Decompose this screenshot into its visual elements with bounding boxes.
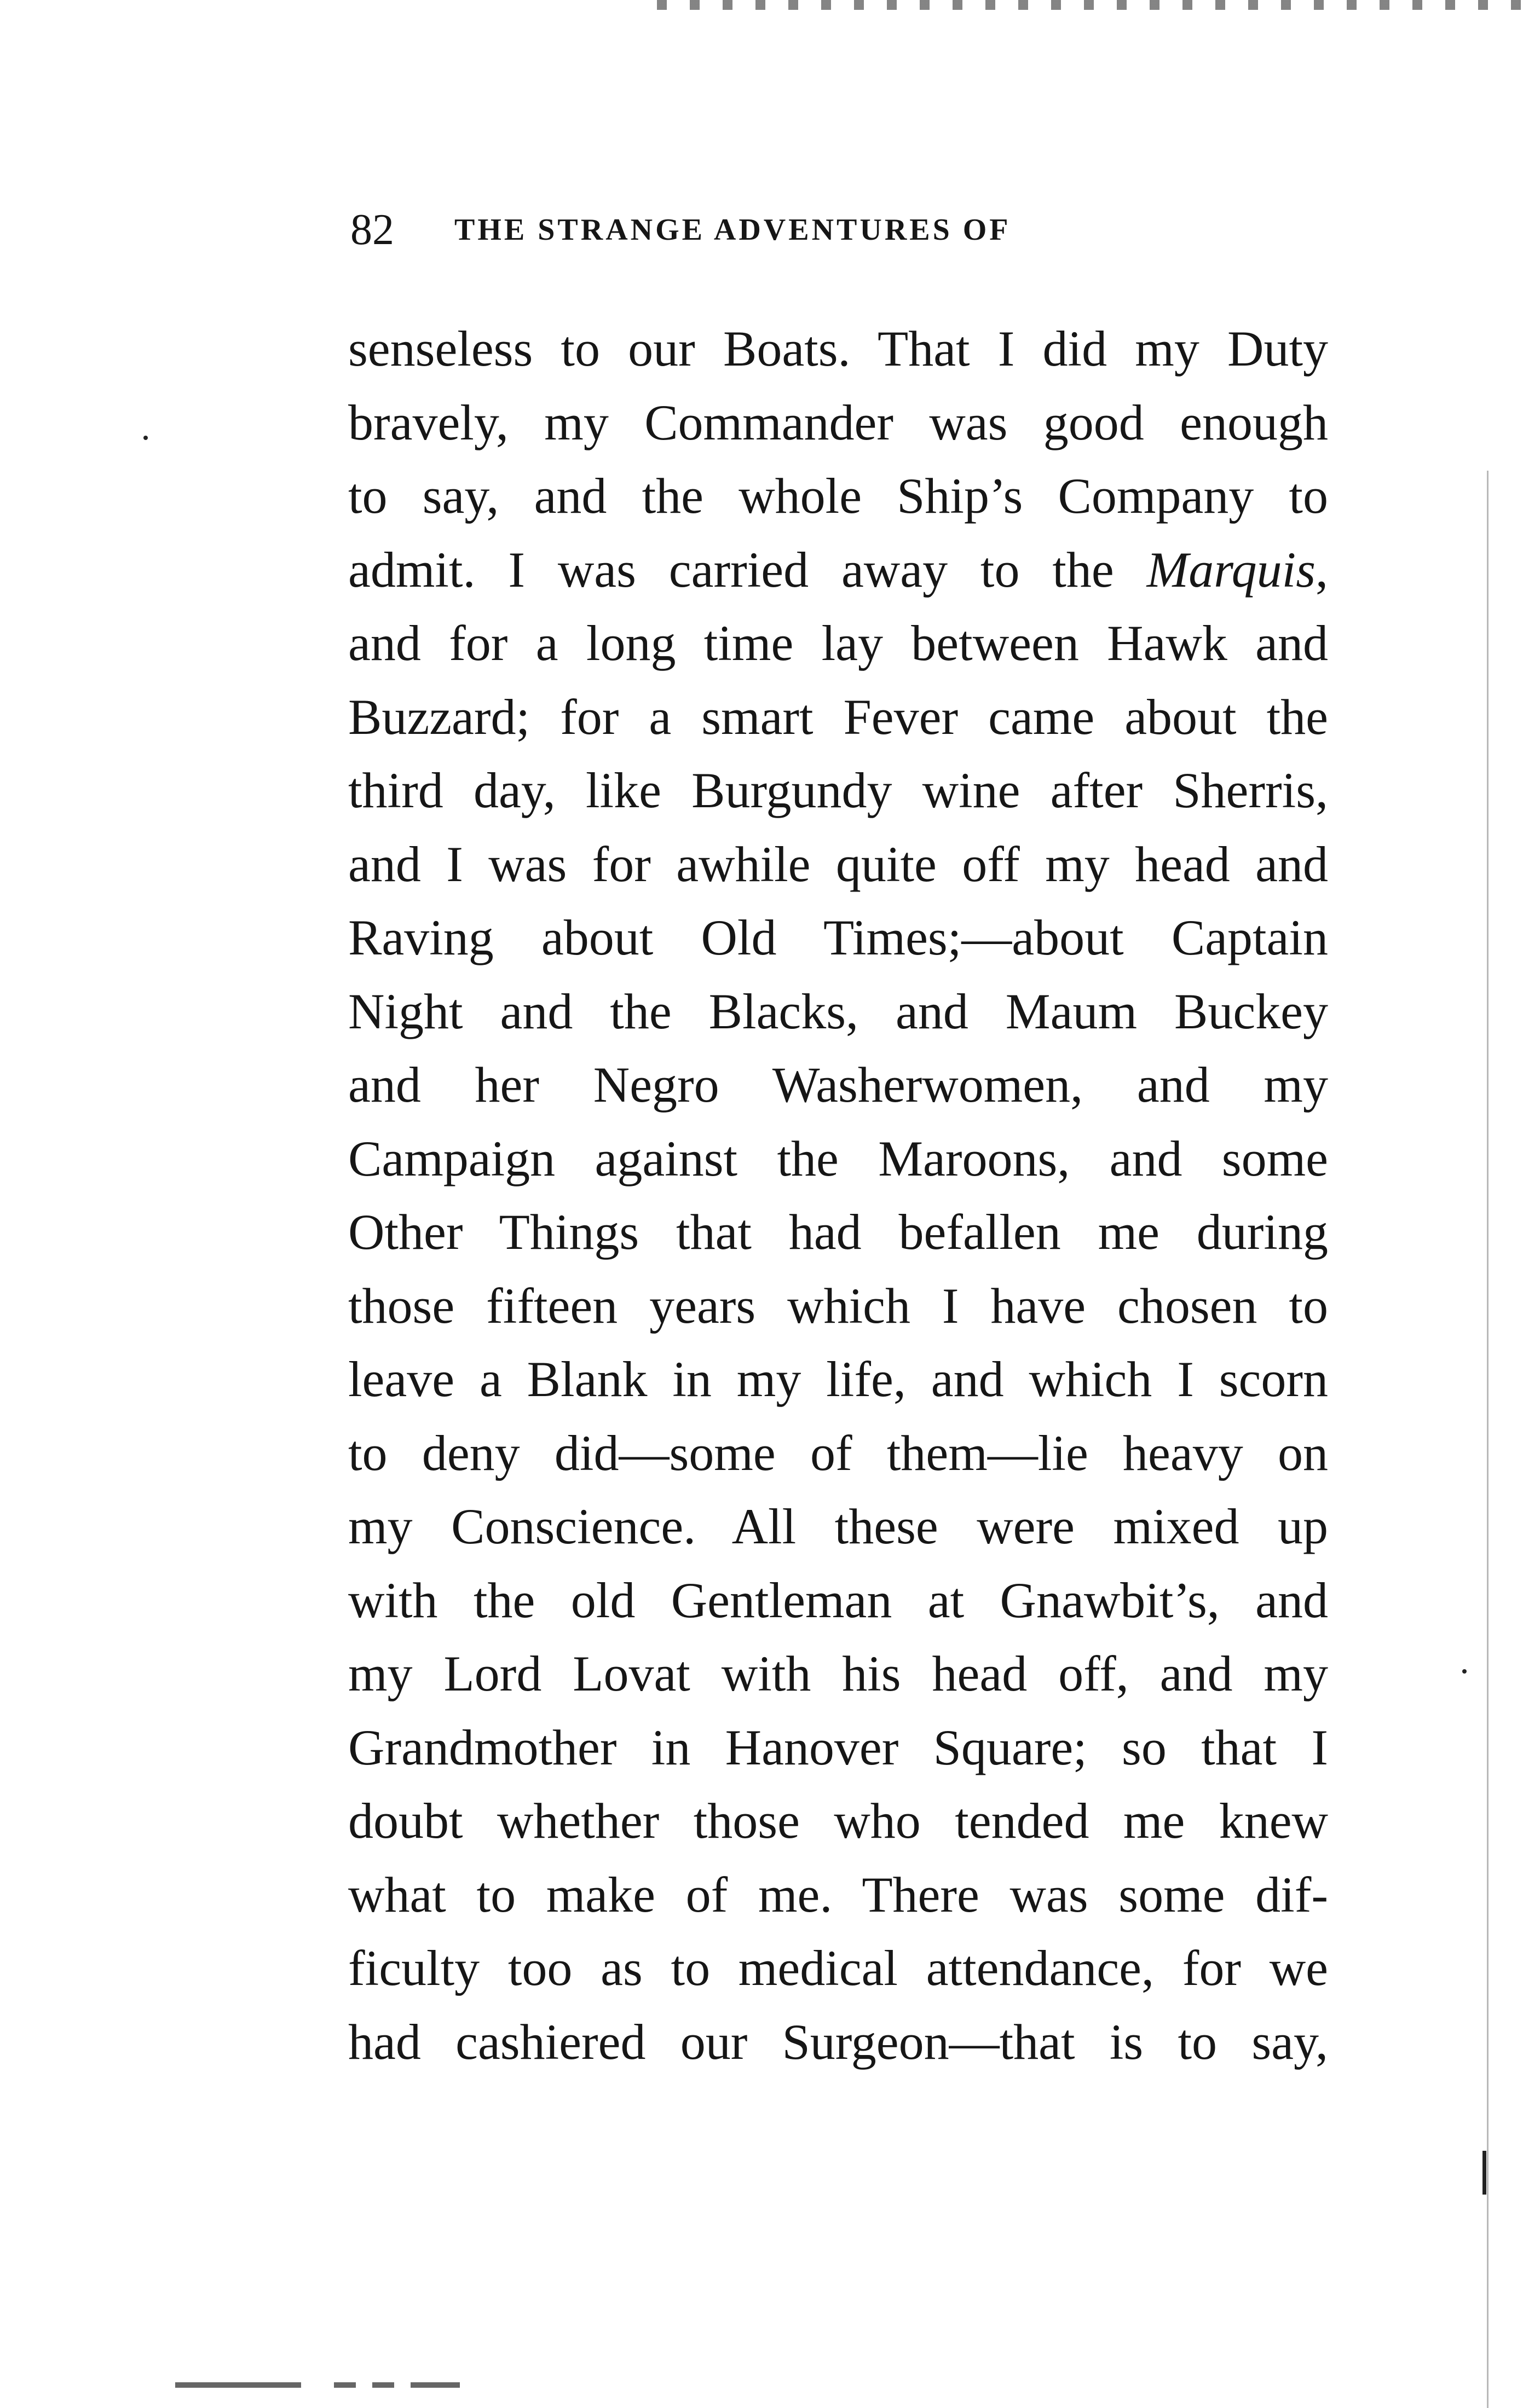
page-number: 82 bbox=[350, 206, 394, 254]
text-line-19: my Lord Lovat with his head off, and my bbox=[348, 1646, 1328, 1701]
text-line-15: leave a Blank in my life, and which I scorn bbox=[348, 1351, 1328, 1407]
scan-speckles-top bbox=[657, 0, 1523, 10]
text-line-2: bravely, my Commander was good enough bbox=[348, 394, 1328, 450]
text-line-12: Campaign against the Maroons, and some bbox=[348, 1130, 1328, 1186]
scan-edge-tick bbox=[1482, 2151, 1486, 2195]
text-line-21: doubt whether those who tended me knew bbox=[348, 1793, 1328, 1849]
text-line-4-comma: , bbox=[1316, 541, 1328, 598]
text-line-22: what to make of me. There was some dif- bbox=[348, 1866, 1328, 1923]
body-text bbox=[348, 312, 1328, 2079]
text-line-13: Other Things that had befallen me during bbox=[348, 1204, 1328, 1260]
ship-name-italic: Marquis bbox=[1146, 541, 1316, 598]
text-line-23: ficulty too as to medical attendance, for we bbox=[348, 1940, 1328, 1996]
text-line-16: to deny did—some of them—lie heavy on bbox=[348, 1425, 1328, 1481]
scan-speck-dot bbox=[143, 436, 148, 440]
scan-speck-dot bbox=[1462, 1669, 1467, 1674]
text-line-6: Buzzard; for a smart Fever came about the bbox=[348, 688, 1328, 745]
text-line-3: to say, and the whole Ship’s Company to bbox=[348, 468, 1328, 524]
text-line-20: Grandmother in Hanover Square; so that I bbox=[348, 1719, 1328, 1775]
text-line-14: those fifteen years which I have chosen to bbox=[348, 1277, 1328, 1334]
text-line-9: Raving about Old Times;—about Captain bbox=[348, 910, 1328, 965]
text-line-11: and her Negro Washerwomen, and my bbox=[348, 1057, 1328, 1113]
text-line-1: senseless to our Boats. That I did my Duty bbox=[348, 321, 1328, 377]
running-title: THE STRANGE ADVENTURES OF bbox=[454, 213, 1011, 247]
running-head bbox=[350, 202, 1336, 257]
text-line-4-start: admit. I was carried away to the bbox=[348, 541, 1147, 598]
text-line-24: had cashiered our Surgeon—that is to say, bbox=[348, 2013, 1328, 2070]
text-line-17: my Conscience. All these were mixed up bbox=[348, 1498, 1328, 1554]
scan-edge-line bbox=[1487, 471, 1489, 2408]
text-line-10: Night and the Blacks, and Maum Buckey bbox=[348, 983, 1328, 1039]
text-line-8: and I was for awhile quite off my head and bbox=[348, 836, 1328, 892]
text-line-5: and for a long time lay between Hawk and bbox=[348, 615, 1328, 671]
text-line-4 bbox=[348, 533, 1328, 607]
text-line-18: with the old Gentleman at Gnawbit’s, and bbox=[348, 1572, 1328, 1628]
scan-speckles-bottom bbox=[175, 2382, 460, 2388]
text-line-7: third day, like Burgundy wine after Sherris, bbox=[348, 762, 1328, 818]
